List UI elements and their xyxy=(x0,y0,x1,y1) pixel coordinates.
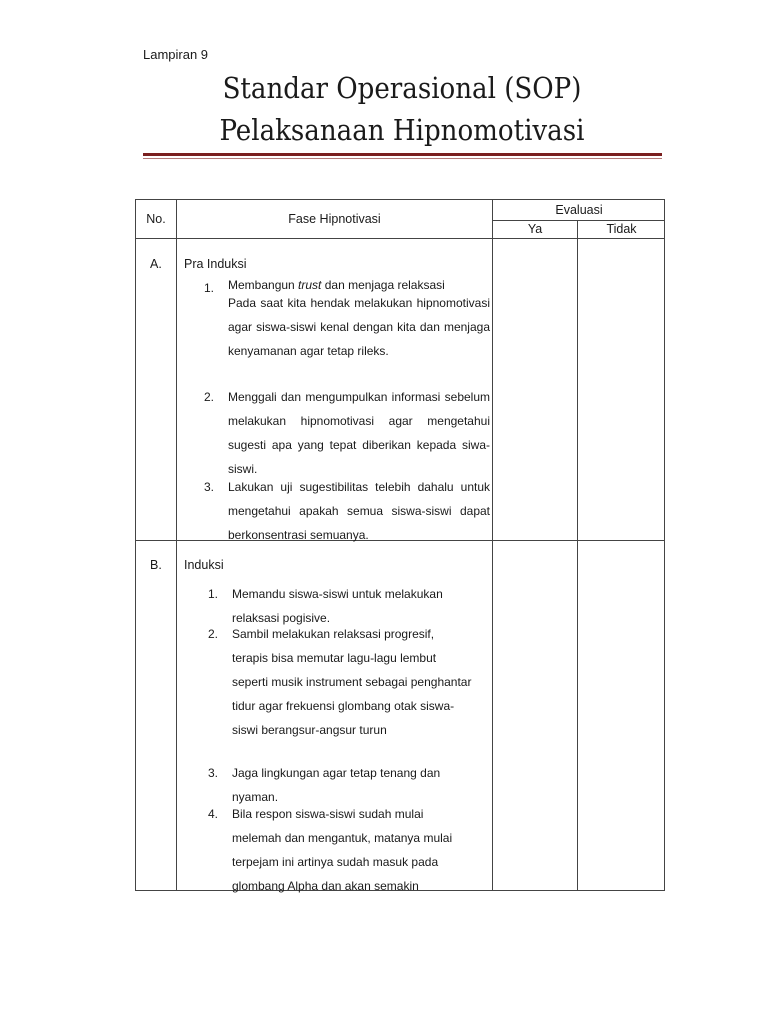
list-item-number: 3. xyxy=(204,480,215,494)
section-a-title: Pra Induksi xyxy=(184,257,247,271)
list-item-number: 2. xyxy=(204,390,215,404)
list-item-text: Bila respon siswa-siswi sudah mulai melemah dan mengantuk, matanya mulai terpejam ini artinya sudah masuk pada glombang Alpha dan akan semakin xyxy=(232,807,453,893)
title-underline-thick xyxy=(143,153,662,156)
col-divider-no xyxy=(176,200,177,890)
list-item-text: Sambil melakukan relaksasi progresif, terapis bisa memutar lagu-lagu lembut seperti musik instrument sebagai penghantar tidur agar frekuensi glombang otak siswa-siswi berangsur-angsur turun xyxy=(232,627,472,737)
list-item-number: 3. xyxy=(208,766,219,780)
list-item-text: Memandu siswa-siswi untuk melakukan relaksasi pogisive. xyxy=(232,587,443,625)
document-title-line-2: Pelaksanaan Hipnomotivasi xyxy=(219,113,585,147)
evaluasi-subheader-line xyxy=(492,220,665,221)
section-a-number: A. xyxy=(150,257,162,271)
list-item-text: Pada saat kita hendak melakukan hipnomotivasi agar siswa-siswi kenal dengan kita dan menjaga kenyamanan agar tetap rileks. xyxy=(228,296,490,358)
header-no: No. xyxy=(146,212,166,226)
list-item-number: 1. xyxy=(208,587,219,601)
heading-text-post: dan menjaga relaksasi xyxy=(321,278,445,292)
header-tidak: Tidak xyxy=(606,222,637,236)
list-item-text: Lakukan uji sugestibilitas telebih dahalu untuk mengetahui apakah semua siswa-siswi dapat berkonsentrasi semuanya. xyxy=(228,480,490,542)
header-fase: Fase Hipnotivasi xyxy=(288,212,381,226)
appendix-label: Lampiran 9 xyxy=(143,47,209,62)
heading-text-pre: Membangun xyxy=(228,278,299,292)
section-b-title: Induksi xyxy=(184,558,224,572)
col-divider-fase xyxy=(492,200,493,890)
header-bottom-line xyxy=(136,238,665,239)
section-b-number: B. xyxy=(150,558,162,572)
list-item-text: Menggali dan mengumpulkan informasi sebelum melakukan hipnomotivasi agar mengetahui sugesti apa yang tepat diberikan kepada siwa-siswi. xyxy=(228,390,490,476)
col-divider-ya xyxy=(577,221,578,890)
list-item-number: 2. xyxy=(208,627,219,641)
list-item-number: 1. xyxy=(204,281,215,295)
sop-table xyxy=(135,199,665,891)
list-item-text: Jaga lingkungan agar tetap tenang dan nyaman. xyxy=(232,766,441,804)
header-evaluasi: Evaluasi xyxy=(555,203,603,217)
header-ya: Ya xyxy=(527,222,543,236)
list-item-number: 4. xyxy=(208,807,219,821)
heading-text-emphasis: trust xyxy=(298,278,322,292)
document-title-line-1: Standar Operasional (SOP) xyxy=(222,71,582,105)
title-underline-thin xyxy=(143,158,662,159)
